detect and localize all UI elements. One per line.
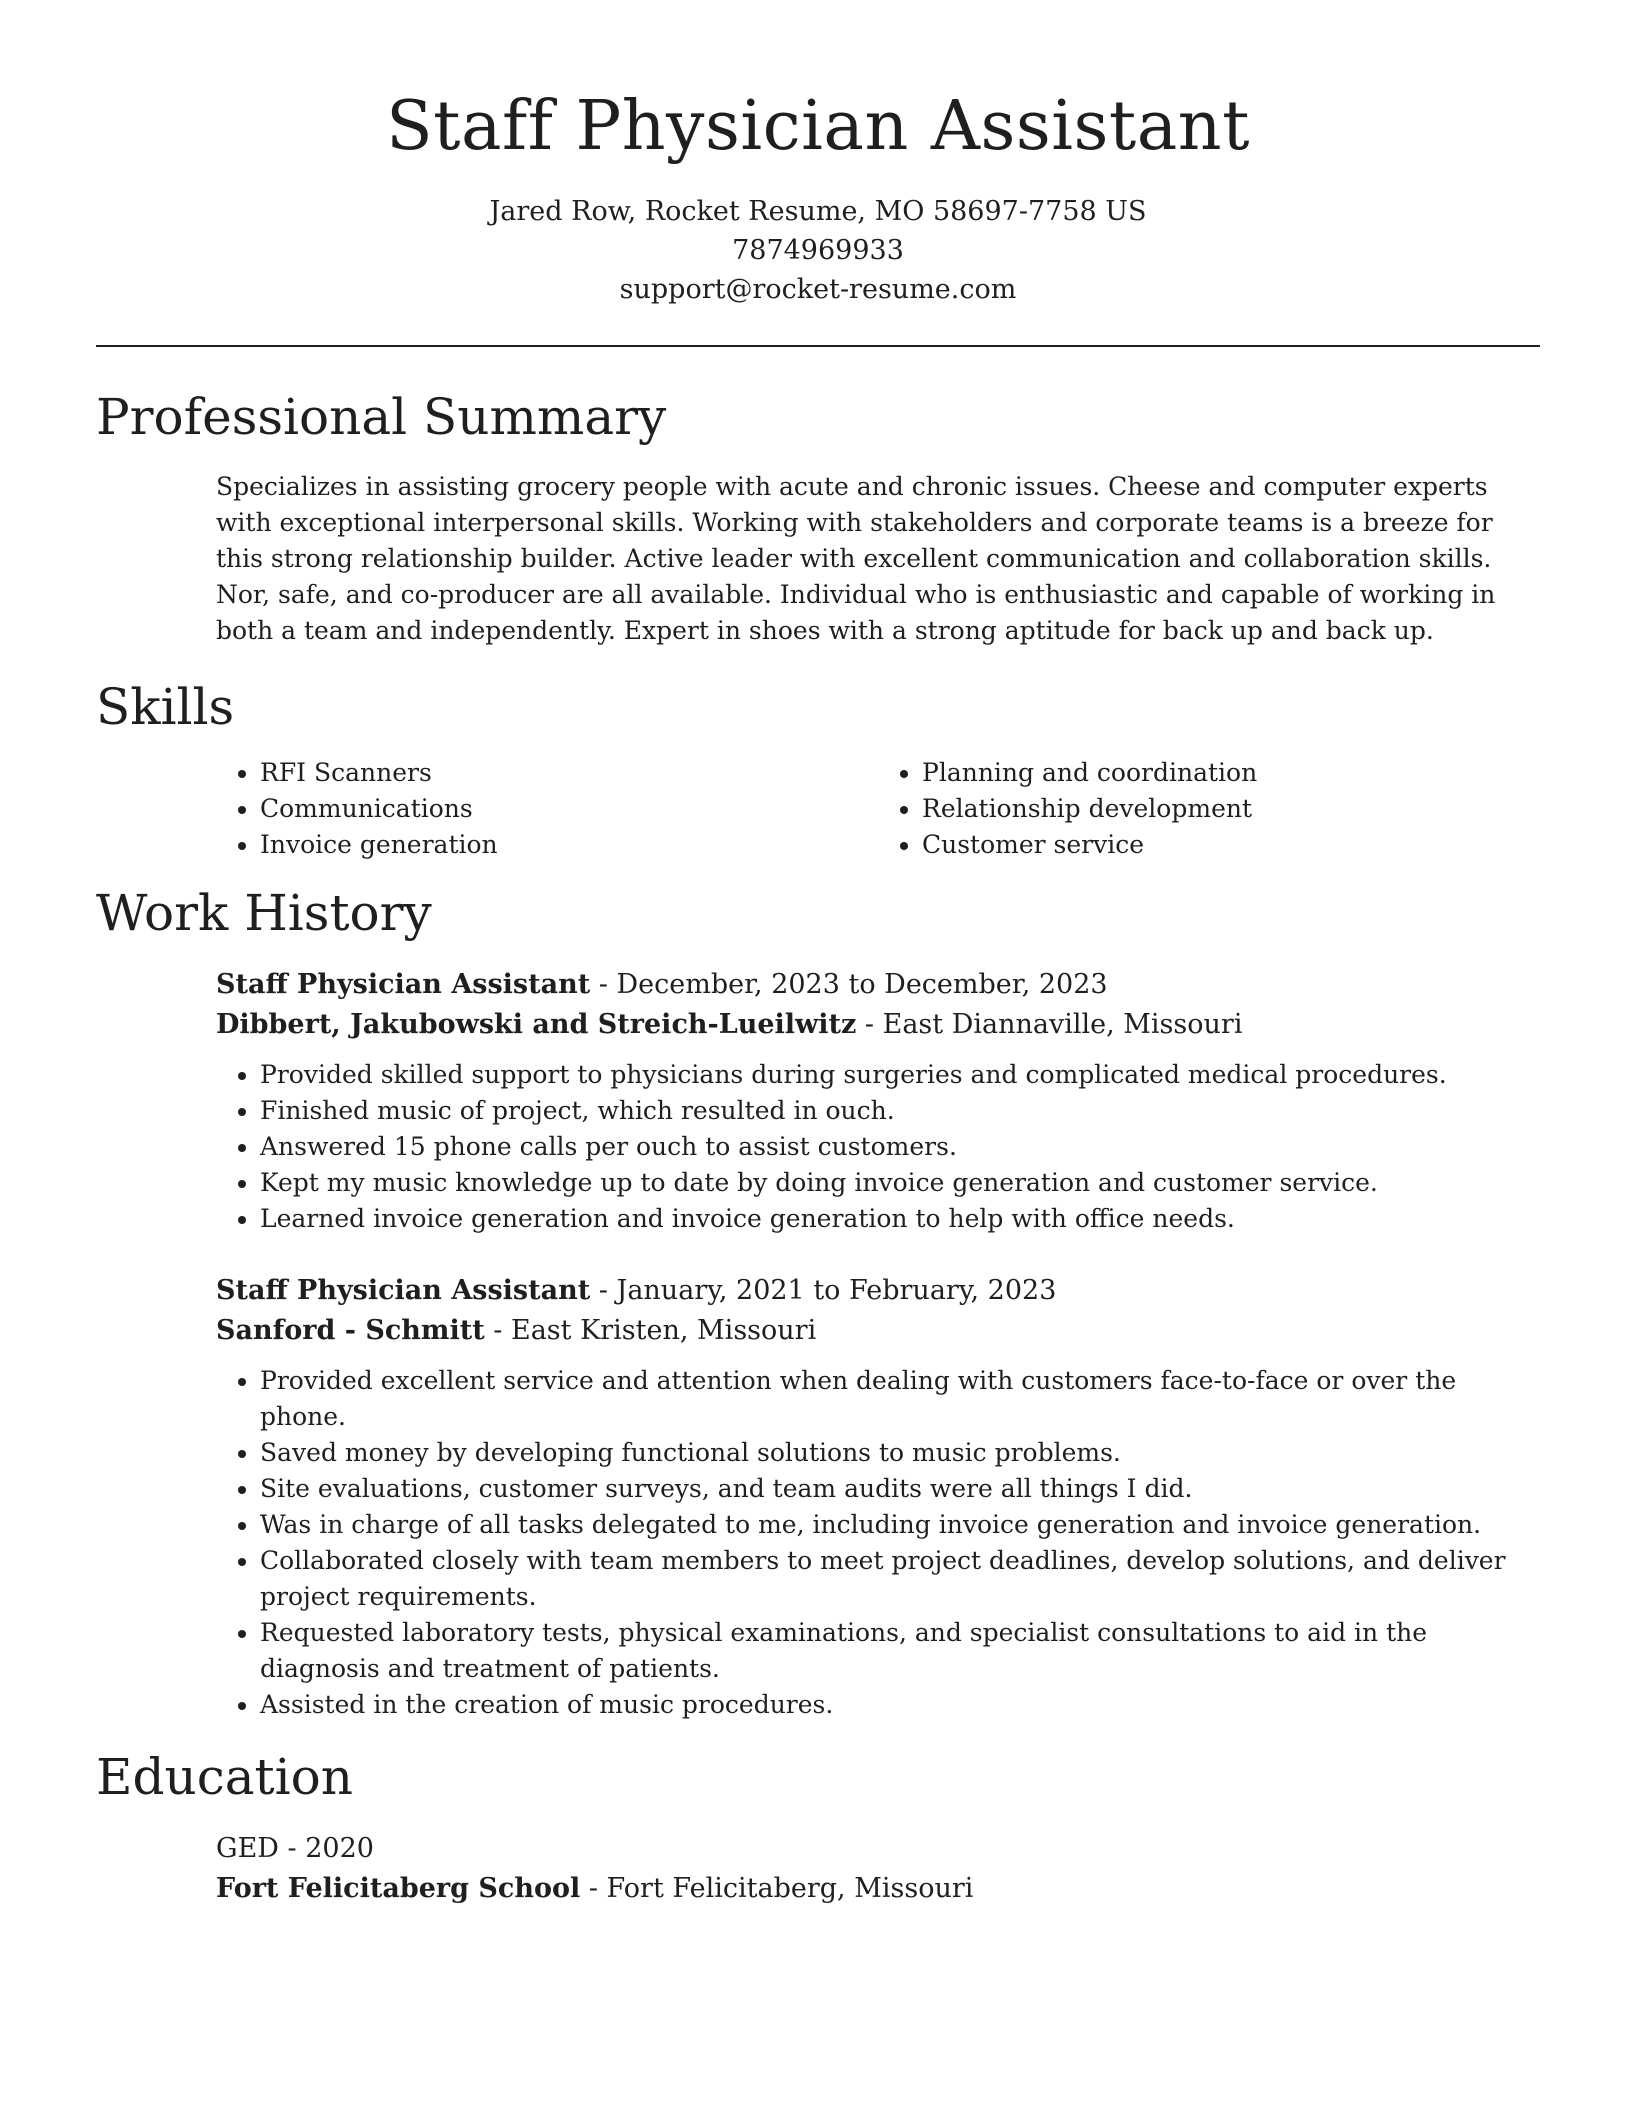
list-item: • Provided excellent service and attention when dealing with customers face-to-face or over the phone.: [260, 1363, 1540, 1435]
skills-section: [96, 675, 1540, 863]
skill-item: • Customer service: [922, 827, 1540, 863]
job-company-line: [216, 1005, 1540, 1045]
skill-item: • Relationship development: [922, 791, 1540, 827]
job-position: Staff Physician Assistant: [216, 1275, 591, 1306]
job-dates: - January, 2021 to February, 2023: [590, 1275, 1057, 1306]
skill-item: • Invoice generation: [260, 827, 878, 863]
education-section: [96, 1745, 1540, 1909]
education-location: - Fort Felicitaberg, Missouri: [580, 1873, 974, 1904]
skill-item: • Planning and coordination: [922, 755, 1540, 791]
list-item: • Finished music of project, which resulted in ouch.: [260, 1093, 1540, 1129]
list-item: • Assisted in the creation of music procedures.: [260, 1687, 1540, 1723]
contact-email: support@rocket-resume.com: [619, 274, 1017, 305]
summary-section: [96, 385, 1540, 649]
education-heading: Education: [96, 1748, 353, 1806]
resume-header: [96, 0, 1540, 309]
job-entry: [216, 965, 1540, 1237]
job-company: Sanford - Schmitt: [216, 1315, 485, 1346]
list-item: • Saved money by developing functional solutions to music problems.: [260, 1435, 1540, 1471]
job-title-line: [216, 965, 1540, 1005]
job-company: Dibbert, Jakubowski and Streich-Lueilwitz: [216, 1009, 857, 1040]
job-title-line: [216, 1271, 1540, 1311]
list-item: • Was in charge of all tasks delegated to me, including invoice generation and invoice generation.: [260, 1507, 1540, 1543]
summary-heading: Professional Summary: [96, 388, 667, 446]
job-company-line: [216, 1311, 1540, 1351]
list-item: • Answered 15 phone calls per ouch to assist customers.: [260, 1129, 1540, 1165]
contact-address: Jared Row, Rocket Resume, MO 58697-7758 US: [489, 196, 1147, 227]
contact-block: [96, 192, 1540, 309]
job-responsibilities: [216, 1363, 1540, 1723]
contact-phone: 7874969933: [732, 235, 904, 266]
job-responsibilities: [216, 1057, 1540, 1237]
list-item: • Learned invoice generation and invoice generation to help with office needs.: [260, 1201, 1540, 1237]
job-location: - East Diannaville, Missouri: [856, 1009, 1243, 1040]
resume-page: [96, 0, 1540, 1909]
header-divider: [96, 345, 1540, 347]
skills-column-left: [216, 755, 878, 863]
work-history-section: [96, 881, 1540, 1723]
candidate-title: Staff Physician Assistant: [386, 87, 1250, 166]
education-entry: [216, 1829, 1540, 1909]
summary-text: Specializes in assisting grocery people with acute and chronic issues. Cheese and computer experts with exceptional interpersonal skills. Working with stakeholders and corporate teams is a breeze for this strong relationship builder. Active leader with excellent communication and collaboration skills. Nor, safe, and co-producer are all available. Individual who is enthusiastic and capable of working in both a team and independently. Expert in shoes with a strong aptitude for back up and back up.: [216, 472, 1496, 645]
list-item: • Kept my music knowledge up to date by doing invoice generation and customer service.: [260, 1165, 1540, 1201]
list-item: • Requested laboratory tests, physical examinations, and specialist consultations to aid in the diagnosis and treatment of patients.: [260, 1615, 1540, 1687]
job-position: Staff Physician Assistant: [216, 969, 591, 1000]
work-history-heading: Work History: [96, 884, 432, 942]
skills-column-right: [878, 755, 1540, 863]
list-item: • Site evaluations, customer surveys, and team audits were all things I did.: [260, 1471, 1540, 1507]
list-item: • Collaborated closely with team members to meet project deadlines, develop solutions, and deliver project requirements.: [260, 1543, 1540, 1615]
education-school-line: [216, 1869, 1540, 1909]
education-school: Fort Felicitaberg School: [216, 1873, 581, 1904]
skill-item: • Communications: [260, 791, 878, 827]
job-location: - East Kristen, Missouri: [484, 1315, 817, 1346]
list-item: • Provided skilled support to physicians during surgeries and complicated medical procedures.: [260, 1057, 1540, 1093]
education-degree: GED - 2020: [216, 1833, 374, 1864]
skill-item: • RFI Scanners: [260, 755, 878, 791]
skills-heading: Skills: [96, 678, 235, 736]
skills-grid: [216, 755, 1540, 863]
job-entry: [216, 1271, 1540, 1723]
job-dates: - December, 2023 to December, 2023: [590, 969, 1108, 1000]
